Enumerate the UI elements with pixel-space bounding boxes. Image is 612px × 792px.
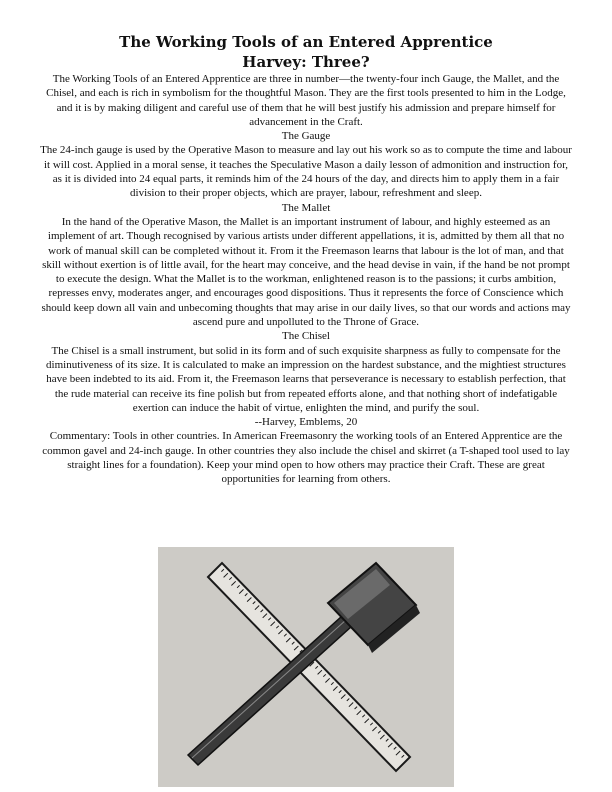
commentary-paragraph: Commentary: Tools in other countries. In American Freemasonry the working tools of an Entered Apprentice are the common gavel and 24-inch gauge. In other countries they also include the chisel and skirret (a T-shaped tool used to lay straight lines for a foundation). Keep your mind open to how others may practice their Craft. These are great opportunities for learning from others. [42, 430, 570, 486]
attribution: --Harvey, Emblems, 20 [254, 416, 358, 429]
page-subtitle: Harvey: Three? [242, 53, 370, 71]
section-text-chisel: The Chisel is a small instrument, but solid in its form and of such exquisite sharpness as fully to compensate for the diminutiveness of its size. It is calculated to make an impression on the hardest substance, and the mightiest structures have been indebted to its aid. From it, the Freemason learns that perseverance is necessary to establish perfection, that the rude material can receive its fine polish but from repeated efforts alone, and that nothing short of indefatigable exertion can induce the habit of virtue, enlighten the mind, and purify the soul. [46, 344, 566, 414]
document-body [40, 72, 572, 487]
tools-illustration [158, 547, 454, 787]
intro-paragraph: The Working Tools of an Entered Apprentice are three in number—the twenty-four inch Gauge, the Mallet, and the Chisel, and each is rich in symbolism for the thoughtful Mason. They are the first tools presented to him in the Lodge, and it is by making diligent and careful use of them that he will best justify his admission and prepare himself for advancement in the Craft. [46, 73, 566, 128]
section-heading-mallet: The Mallet [281, 201, 331, 214]
section-heading-gauge: The Gauge [281, 130, 331, 143]
section-text-gauge: The 24-inch gauge is used by the Operative Mason to measure and lay out his work so as to compute the time and labour it will cost. Applied in a moral sense, it teaches the Speculative Mason a daily lesson of admonition and instruction for, as it is divided into 24 equal parts, it reminds him of the 24 hours of the day, and directs him to apply them in a fair division to their proper objects, which are prayer, labour, refreshment and sleep. [40, 144, 572, 200]
title-block [0, 32, 612, 72]
section-heading-chisel: The Chisel [282, 330, 330, 343]
section-text-mallet: In the hand of the Operative Mason, the Mallet is an important instrument of labour, and highly esteemed as an implement of art. Though recognised by various artists under different appellations, it is, admitted by them all that no work of manual skill can be completed without it. From it the Freemason learns that labour is the lot of man, and that skill without exertion is of little avail, for the heart may conceive, and the head devise in vain, if the hand be not prompt to execute the design. What the Mallet is to the workman, enlightened reason is to the passions; it curbs ambition, represses envy, moderates anger, and encourages good dispositions. Thus it represents the force of Conscience which should keep down all vain and unbecoming thoughts that may arise in our daily lives, so that our words and actions may ascend pure and unpolluted to the Throne of Grace. [41, 215, 571, 329]
crossed-gauge-and-mallet-icon [158, 547, 454, 787]
page-title: The Working Tools of an Entered Apprentice [119, 33, 493, 51]
